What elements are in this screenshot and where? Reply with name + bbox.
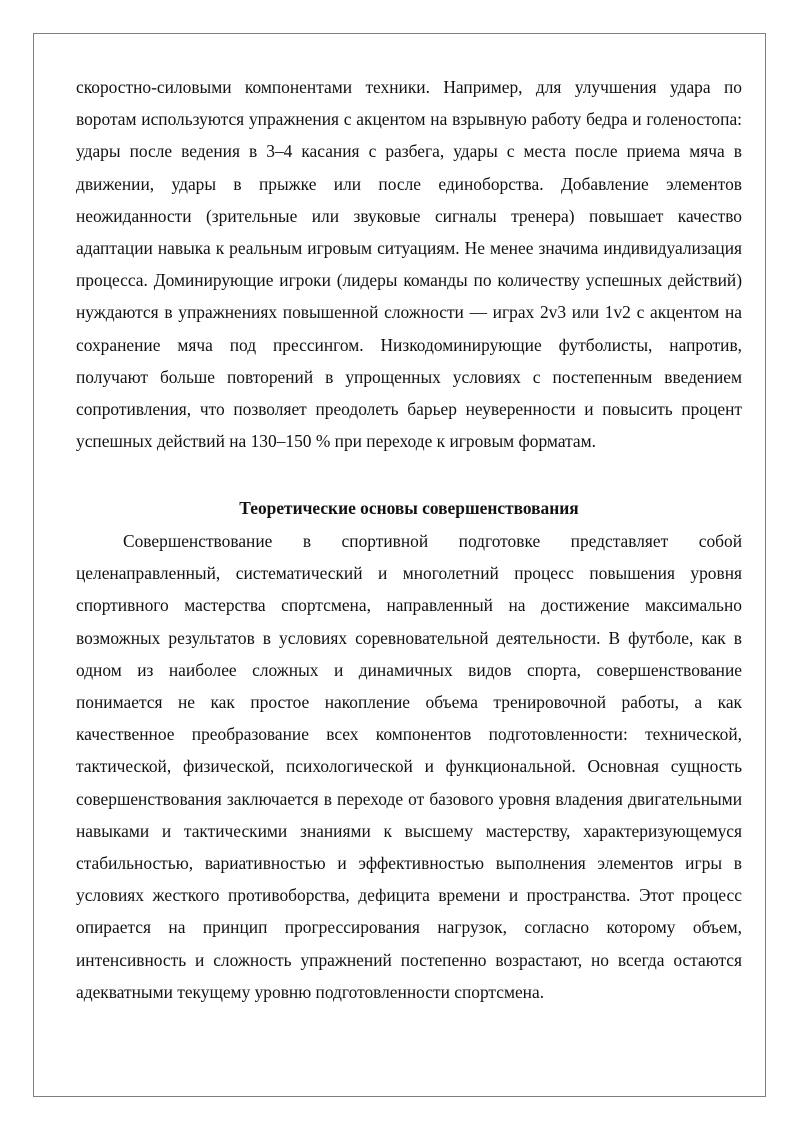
section-heading: Теоретические основы совершенствования xyxy=(239,498,579,518)
continued-paragraph xyxy=(76,71,742,457)
continued-paragraph-text: скоростно-силовыми компонентами техники. Например, для улучшения удара по воротам используются упражнения с акцентом на взрывную работу бедра и голеностопа: удары после ведения в 3–4 касания с разбега, удары с места после приема мяча в движении, удары в прыжке или после единоборства. Добавление элементов неожиданности (зрительные или звуковые сигналы тренера) повышает качество адаптации навыка к реальным игровым ситуациям. Не менее значима индивидуализация процесса. Доминирующие игроки (лидеры команды по количеству успешных действий) нуждаются в упражнениях повышенной сложности — играх 2v3 или 1v2 с акцентом на сохранение мяча под прессингом. Низкодоминирующие футболисты, напротив, получают больше повторений в упрощенных условиях с постепенным введением сопротивления, что позволяет преодолеть барьер неуверенности и повысить процент успешных действий на 130–150 % при переходе к игровым форматам. xyxy=(76,77,742,452)
main-paragraph xyxy=(76,525,742,1008)
main-paragraph-text: Совершенствование в спортивной подготовке представляет собой целенаправленный, систематический и многолетний процесс повышения уровня спортивного мастерства спортсмена, направленный на достижение максимально возможных результатов в условиях соревновательной деятельности. В футболе, как в одном из наиболее сложных и динамичных видов спорта, совершенствование понимается не как простое накопление объема тренировочной работы, а как качественное преобразование всех компонентов подготовленности: технической, тактической, физической, психологической и функциональной. Основная сущность совершенствования заключается в переходе от базового уровня владения двигательными навыками и тактическими знаниями к высшему мастерству, характеризующемуся стабильностью, вариативностью и эффективностью выполнения элементов игры в условиях жесткого противоборства, дефицита времени и пространства. Этот процесс опирается на принцип прогрессирования нагрузок, согласно которому объем, интенсивность и сложность упражнений постепенно возрастают, но всегда остаются адекватными текущему уровню подготовленности спортсмена. xyxy=(76,531,742,1002)
